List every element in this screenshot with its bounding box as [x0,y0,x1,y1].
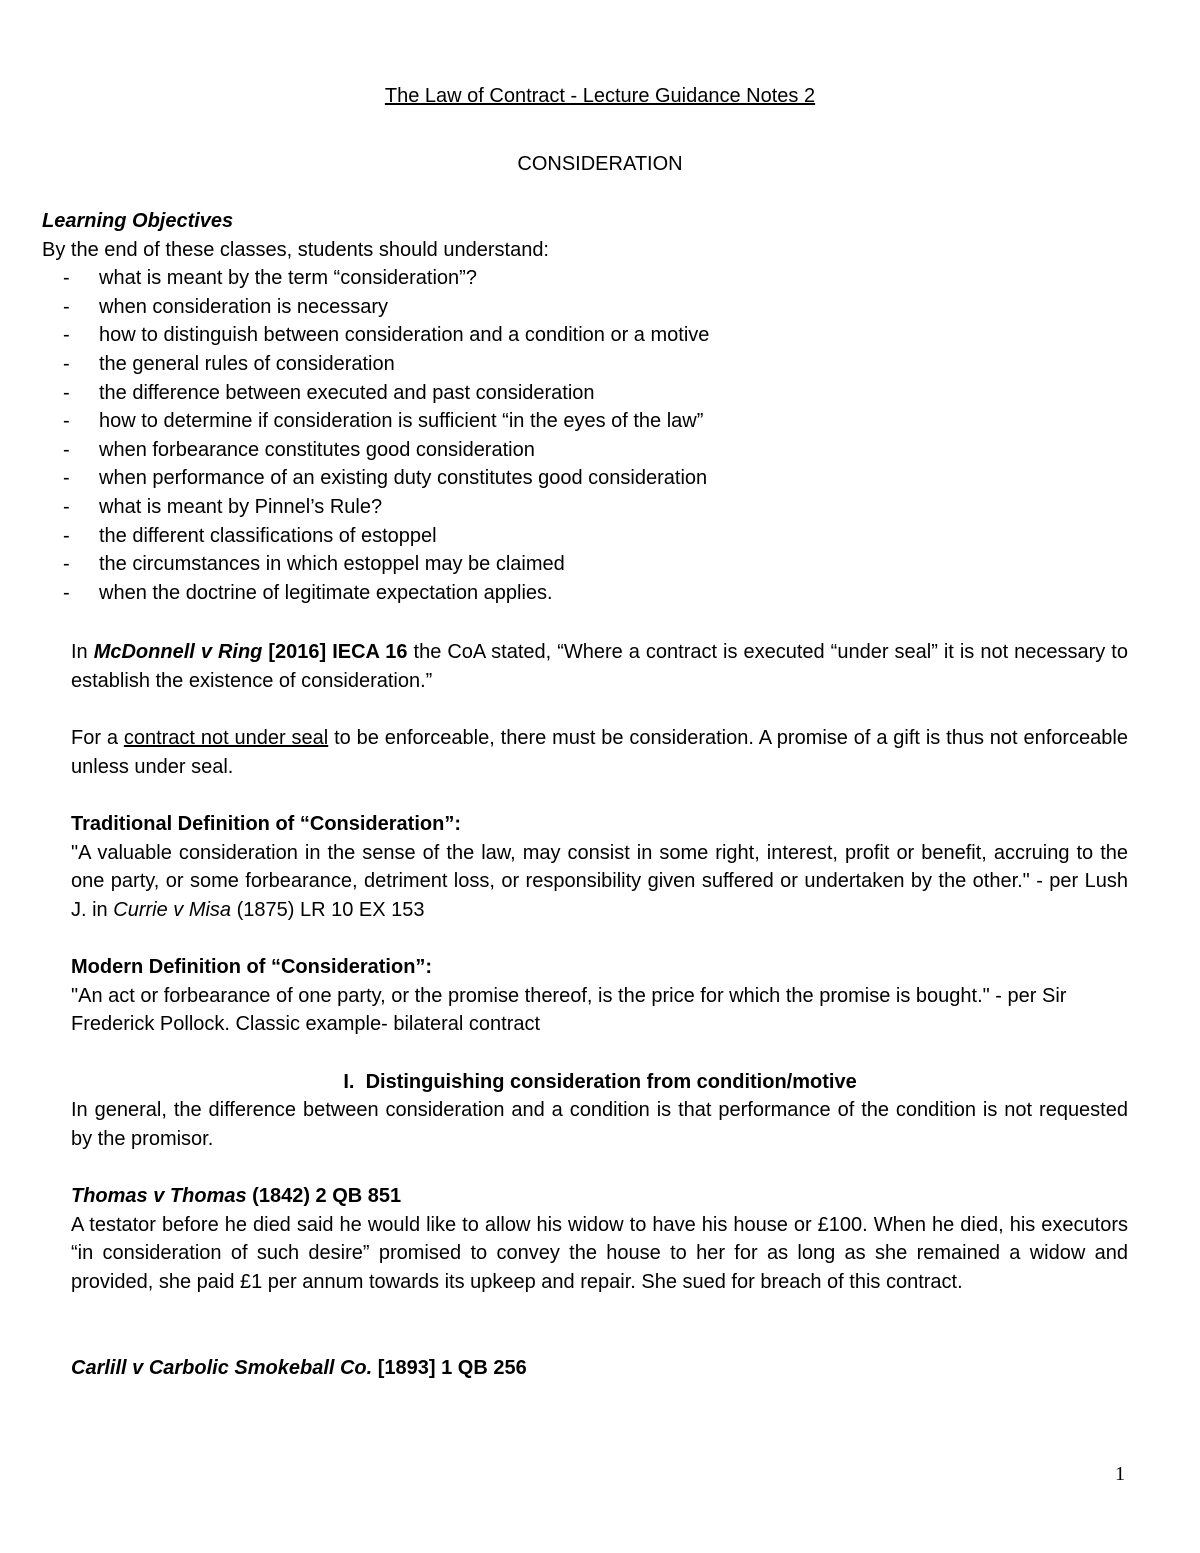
list-item: - how to determine if consideration is sufficient “in the eyes of the law” [63,410,704,433]
thomas-case: Thomas v Thomas (1842) 2 QB 851 A testator before he died said he would like to allow his widow to have his house or £100. When he died, his executors “in consideration of such desire” promised to convey the house to her for as long as she remained a widow and provided, she paid £1 per annum towards its upkeep and repair. She sued for breach of this contract. [71,1185,1128,1293]
traditional-definition: Traditional Definition of “Consideration”: "A valuable consideration in the sense of the law, may consist in some right, interest, profit or benefit, accruing to the one party, or some forbearance, detriment loss, or responsibility given suffered or undertaken by the other." - per Lush J. in Currie v Misa (1875) LR 10 EX 153 [71,810,1128,924]
list-item: - the difference between executed and past consideration [63,381,595,404]
case-name: McDonnell v Ring [93,641,263,663]
list-item: - how to distinguish between consideration and a condition or a motive [63,324,710,347]
section-heading: I. Distinguishing consideration from condition/motive [343,1071,857,1093]
list-item: - the circumstances in which estoppel may be claimed [63,553,565,576]
list-item: - when forbearance constitutes good consideration [63,438,535,461]
case-name: Currie v Misa [113,898,232,921]
page-number: 1 [1115,1463,1125,1485]
list-item: - when the doctrine of legitimate expectation applies. [63,581,553,604]
traditional-heading: Traditional Definition of “Consideration”: [71,813,461,835]
objectives-intro: By the end of these classes, students should understand: [42,238,549,261]
list-item: - what is meant by Pinnel’s Rule? [63,495,383,518]
underlined-term: contract not under seal [123,727,329,749]
objectives-heading: Learning Objectives [42,210,234,232]
list-item: - the different classifications of estoppel [63,524,437,547]
list-item: - what is meant by the term “consideration”? [63,267,477,290]
case-name: Carlill v Carbolic Smokeball Co. [71,1357,373,1379]
list-item: - when consideration is necessary [63,295,389,318]
mcdonnell-paragraph: In McDonnell v Ring [2016] IECA 16 the CoA stated, “Where a contract is executed “under seal” it is not necessary to establish the existence of consideration.” [71,641,1128,692]
modern-definition: Modern Definition of “Consideration”: "An act or forbearance of one party, or the promise thereof, is the price for which the promise is bought." - per Sir Frederick Pollock. Classic example- bilateral contract [71,953,1128,1039]
list-item: - when performance of an existing duty constitutes good consideration [63,467,708,490]
section1-paragraph: In general, the difference between consideration and a condition is that performance of the condition is not requested by the promisor. [71,1099,1128,1150]
carlill-case: Carlill v Carbolic Smokeball Co. [1893] 1 QB 256 [71,1357,527,1379]
seal-paragraph: For a contract not under seal to be enforceable, there must be consideration. A promise of a gift is thus not enforceable unless under seal. [71,727,1128,778]
list-item: - the general rules of consideration [63,352,395,375]
objectives-list [0,264,1128,607]
learning-objectives-section [42,207,1128,607]
document-subtitle: CONSIDERATION [517,153,683,175]
modern-heading: Modern Definition of “Consideration”: [71,956,433,978]
case-name: Thomas v Thomas [71,1185,247,1207]
document-title: The Law of Contract - Lecture Guidance Notes 2 [384,85,816,107]
